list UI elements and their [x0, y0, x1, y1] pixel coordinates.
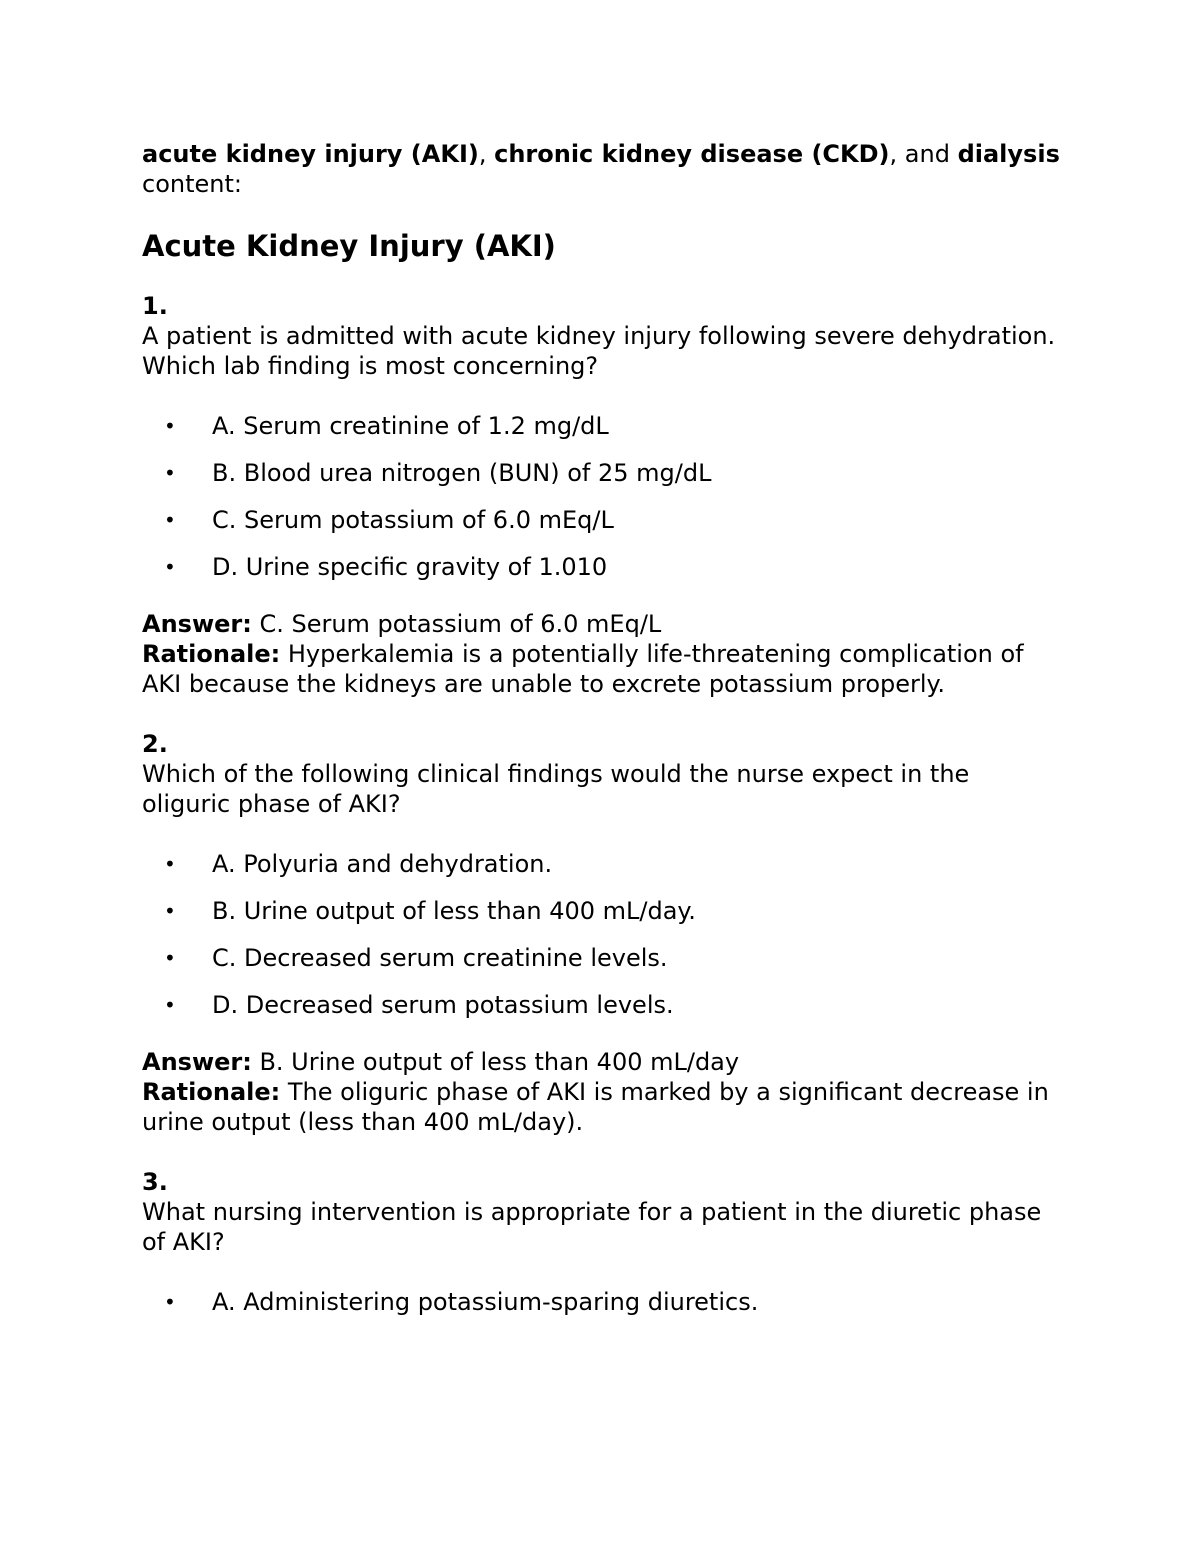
answer-text: B. Urine output of less than 400 mL/day: [251, 1048, 740, 1076]
intro-separator: ,: [478, 140, 495, 168]
options-list: [142, 411, 1062, 582]
question-number: 2.: [142, 730, 168, 758]
bullet-icon: •: [164, 414, 176, 438]
bullet-icon: •: [164, 852, 176, 876]
intro-paragraph: [142, 139, 1062, 199]
option-text: B. Urine output of less than 400 mL/day.: [212, 897, 696, 925]
bullet-icon: •: [164, 461, 176, 485]
rationale-label: Rationale:: [142, 1078, 281, 1106]
bullet-icon: •: [164, 508, 176, 532]
option-item: [142, 990, 1062, 1020]
rationale-line: [142, 1077, 1062, 1137]
question-1: [142, 291, 1062, 381]
answer-block: [142, 609, 1062, 699]
option-item: [142, 849, 1062, 879]
option-item: [142, 896, 1062, 926]
answer-label: Answer:: [142, 1048, 252, 1076]
option-item: [142, 943, 1062, 973]
answer-line: [142, 609, 1062, 639]
rationale-label: Rationale:: [142, 640, 281, 668]
rationale-text: The oliguric phase of AKI is marked by a significant decrease in urine output (less than 400 mL/day).: [142, 1078, 1049, 1136]
answer-block: [142, 1047, 1062, 1137]
option-text: C. Decreased serum creatinine levels.: [212, 944, 668, 972]
question-text: A patient is admitted with acute kidney injury following severe dehydration. Which lab finding is most concerning?: [142, 322, 1056, 380]
option-item: [142, 552, 1062, 582]
options-list: [142, 849, 1062, 1020]
options-list: [142, 1287, 1062, 1317]
intro-topic-dialysis: dialysis: [957, 140, 1060, 168]
question-number: 3.: [142, 1168, 168, 1196]
rationale-line: [142, 639, 1062, 699]
answer-line: [142, 1047, 1062, 1077]
option-item: [142, 505, 1062, 535]
option-text: B. Blood urea nitrogen (BUN) of 25 mg/dL: [212, 459, 712, 487]
question-number: 1.: [142, 292, 168, 320]
rationale-text: Hyperkalemia is a potentially life-threatening complication of AKI because the kidneys are unable to excrete potassium properly.: [142, 640, 1024, 698]
section-title: Acute Kidney Injury (AKI): [142, 229, 556, 263]
question-3: [142, 1167, 1062, 1257]
bullet-icon: •: [164, 946, 176, 970]
intro-topic-aki: acute kidney injury (AKI): [142, 140, 479, 168]
option-text: A. Polyuria and dehydration.: [212, 850, 553, 878]
intro-tail: content:: [142, 170, 242, 198]
bullet-icon: •: [164, 555, 176, 579]
question-2: [142, 729, 1062, 819]
option-item: [142, 458, 1062, 488]
bullet-icon: •: [164, 1290, 176, 1314]
bullet-icon: •: [164, 899, 176, 923]
intro-separator: , and: [889, 140, 958, 168]
option-item: [142, 1287, 1062, 1317]
option-item: [142, 411, 1062, 441]
question-text: Which of the following clinical findings would the nurse expect in the oliguric phase of AKI?: [142, 760, 970, 818]
bullet-icon: •: [164, 993, 176, 1017]
page-content: [142, 139, 1062, 1334]
option-text: A. Administering potassium-sparing diuretics.: [212, 1288, 759, 1316]
answer-label: Answer:: [142, 610, 252, 638]
option-text: D. Urine specific gravity of 1.010: [212, 553, 608, 581]
intro-topic-ckd: chronic kidney disease (CKD): [494, 140, 890, 168]
option-text: A. Serum creatinine of 1.2 mg/dL: [212, 412, 609, 440]
option-text: D. Decreased serum potassium levels.: [212, 991, 674, 1019]
answer-text: C. Serum potassium of 6.0 mEq/L: [251, 610, 662, 638]
question-text: What nursing intervention is appropriate for a patient in the diuretic phase of AKI?: [142, 1198, 1042, 1256]
option-text: C. Serum potassium of 6.0 mEq/L: [212, 506, 614, 534]
